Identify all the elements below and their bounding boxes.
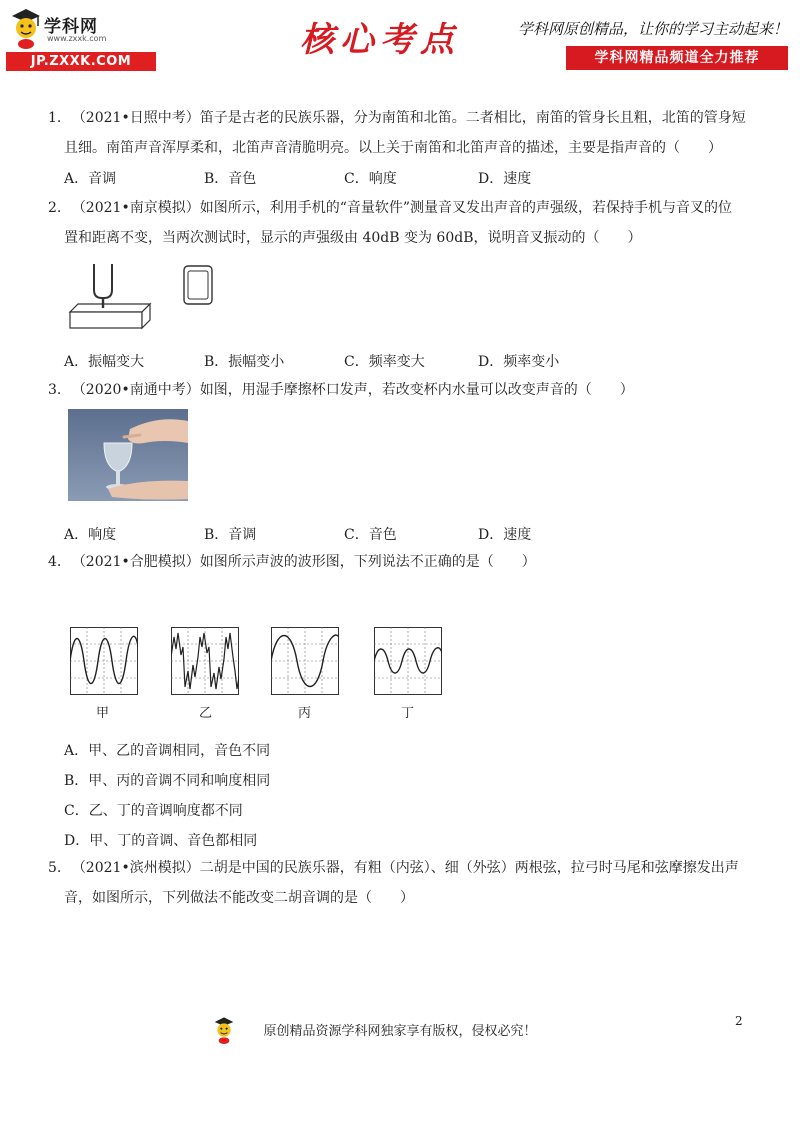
wet-glass-photo: [68, 409, 188, 501]
logo-text: 学科网: [44, 17, 98, 37]
question-4: [48, 552, 768, 572]
option-c[interactable]: C．响度: [344, 171, 397, 187]
option-b[interactable]: B．音调: [204, 527, 257, 543]
copyright-notice: 原创精品资源学科网独家享有版权，侵权必究！: [263, 1024, 537, 1039]
logo-bar[interactable]: JP.ZXXK.COM: [6, 52, 156, 71]
option-d[interactable]: D．甲、丁的音调、音色都相同: [64, 833, 258, 849]
question-text: （2021•南京模拟）如图所示，利用手机的“音量软件”测量音叉发出声音的声强级，若保持手机与音叉的位: [71, 200, 733, 216]
page-number: 2: [735, 1014, 743, 1028]
slogan: 学科网原创精品，让你的学习主动起来！: [517, 20, 788, 38]
question-2: [48, 198, 768, 218]
logo-url: www.zxxk.com: [47, 34, 107, 43]
wave-label-yi: 乙: [199, 706, 213, 721]
wave-label-jia: 甲: [96, 706, 110, 721]
question-number: 1.: [48, 110, 62, 126]
wave-label-ding: 丁: [401, 706, 415, 721]
question-number: 5.: [48, 860, 62, 876]
option-c[interactable]: C．乙、丁的音调响度都不同: [64, 803, 243, 819]
waveform-bing: [271, 627, 339, 695]
option-b[interactable]: B．音色: [204, 171, 257, 187]
option-c[interactable]: C．频率变大: [344, 354, 425, 370]
tuning-fork-figure: [66, 262, 226, 334]
question-number: 2.: [48, 200, 62, 216]
option-d[interactable]: D．频率变小: [478, 354, 560, 370]
waveform-yi: [171, 627, 239, 695]
waveform-ding: [374, 627, 442, 695]
wave-label-bing: 丙: [298, 706, 312, 721]
mascot-icon: [8, 6, 44, 50]
question-text: （2021•合肥模拟）如图所示声波的波形图，下列说法不正确的是（ ）: [71, 554, 536, 570]
question-3: [48, 380, 768, 400]
question-text: （2020•南通中考）如图，用湿手摩擦杯口发声，若改变杯内水量可以改变声音的（ ）: [71, 382, 634, 398]
option-b[interactable]: B．甲、丙的音调不同和响度相同: [64, 773, 271, 789]
question-2-line2: 置和距离不变，当两次测试时，显示的声强级由 40dB 变为 60dB，说明音叉振动的（ ）: [64, 230, 642, 246]
question-number: 3.: [48, 382, 62, 398]
option-d[interactable]: D．速度: [478, 171, 532, 187]
option-b[interactable]: B．振幅变小: [204, 354, 285, 370]
option-a[interactable]: A．响度: [64, 527, 117, 543]
page-title: 核心考点: [300, 20, 460, 60]
question-1-line2: 且细。南笛声音浑厚柔和，北笛声音清脆明亮。以上关于南笛和北笛声音的描述，主要是指声音的（ ）: [64, 140, 722, 156]
waveform-jia: [70, 627, 138, 695]
option-a[interactable]: A．振幅变大: [64, 354, 145, 370]
question-number: 4.: [48, 554, 62, 570]
question-5-line2: 音，如图所示，下列做法不能改变二胡音调的是（ ）: [64, 890, 414, 906]
question-text: （2021•日照中考）笛子是古老的民族乐器，分为南笛和北笛。二者相比，南笛的管身长且粗，北笛的管身短: [71, 110, 746, 126]
question-5: [48, 858, 768, 878]
header: [0, 0, 800, 80]
question-1: [48, 108, 768, 128]
recommend-banner: 学科网精品频道全力推荐: [566, 46, 788, 70]
question-text: （2021•滨州模拟）二胡是中国的民族乐器，有粗（内弦）、细（外弦）两根弦，拉弓时马尾和弦摩擦发出声: [71, 860, 739, 876]
option-a[interactable]: A．甲、乙的音调相同，音色不同: [64, 743, 271, 759]
option-d[interactable]: D．速度: [478, 527, 532, 543]
option-c[interactable]: C．音色: [344, 527, 397, 543]
option-a[interactable]: A．音调: [64, 171, 117, 187]
